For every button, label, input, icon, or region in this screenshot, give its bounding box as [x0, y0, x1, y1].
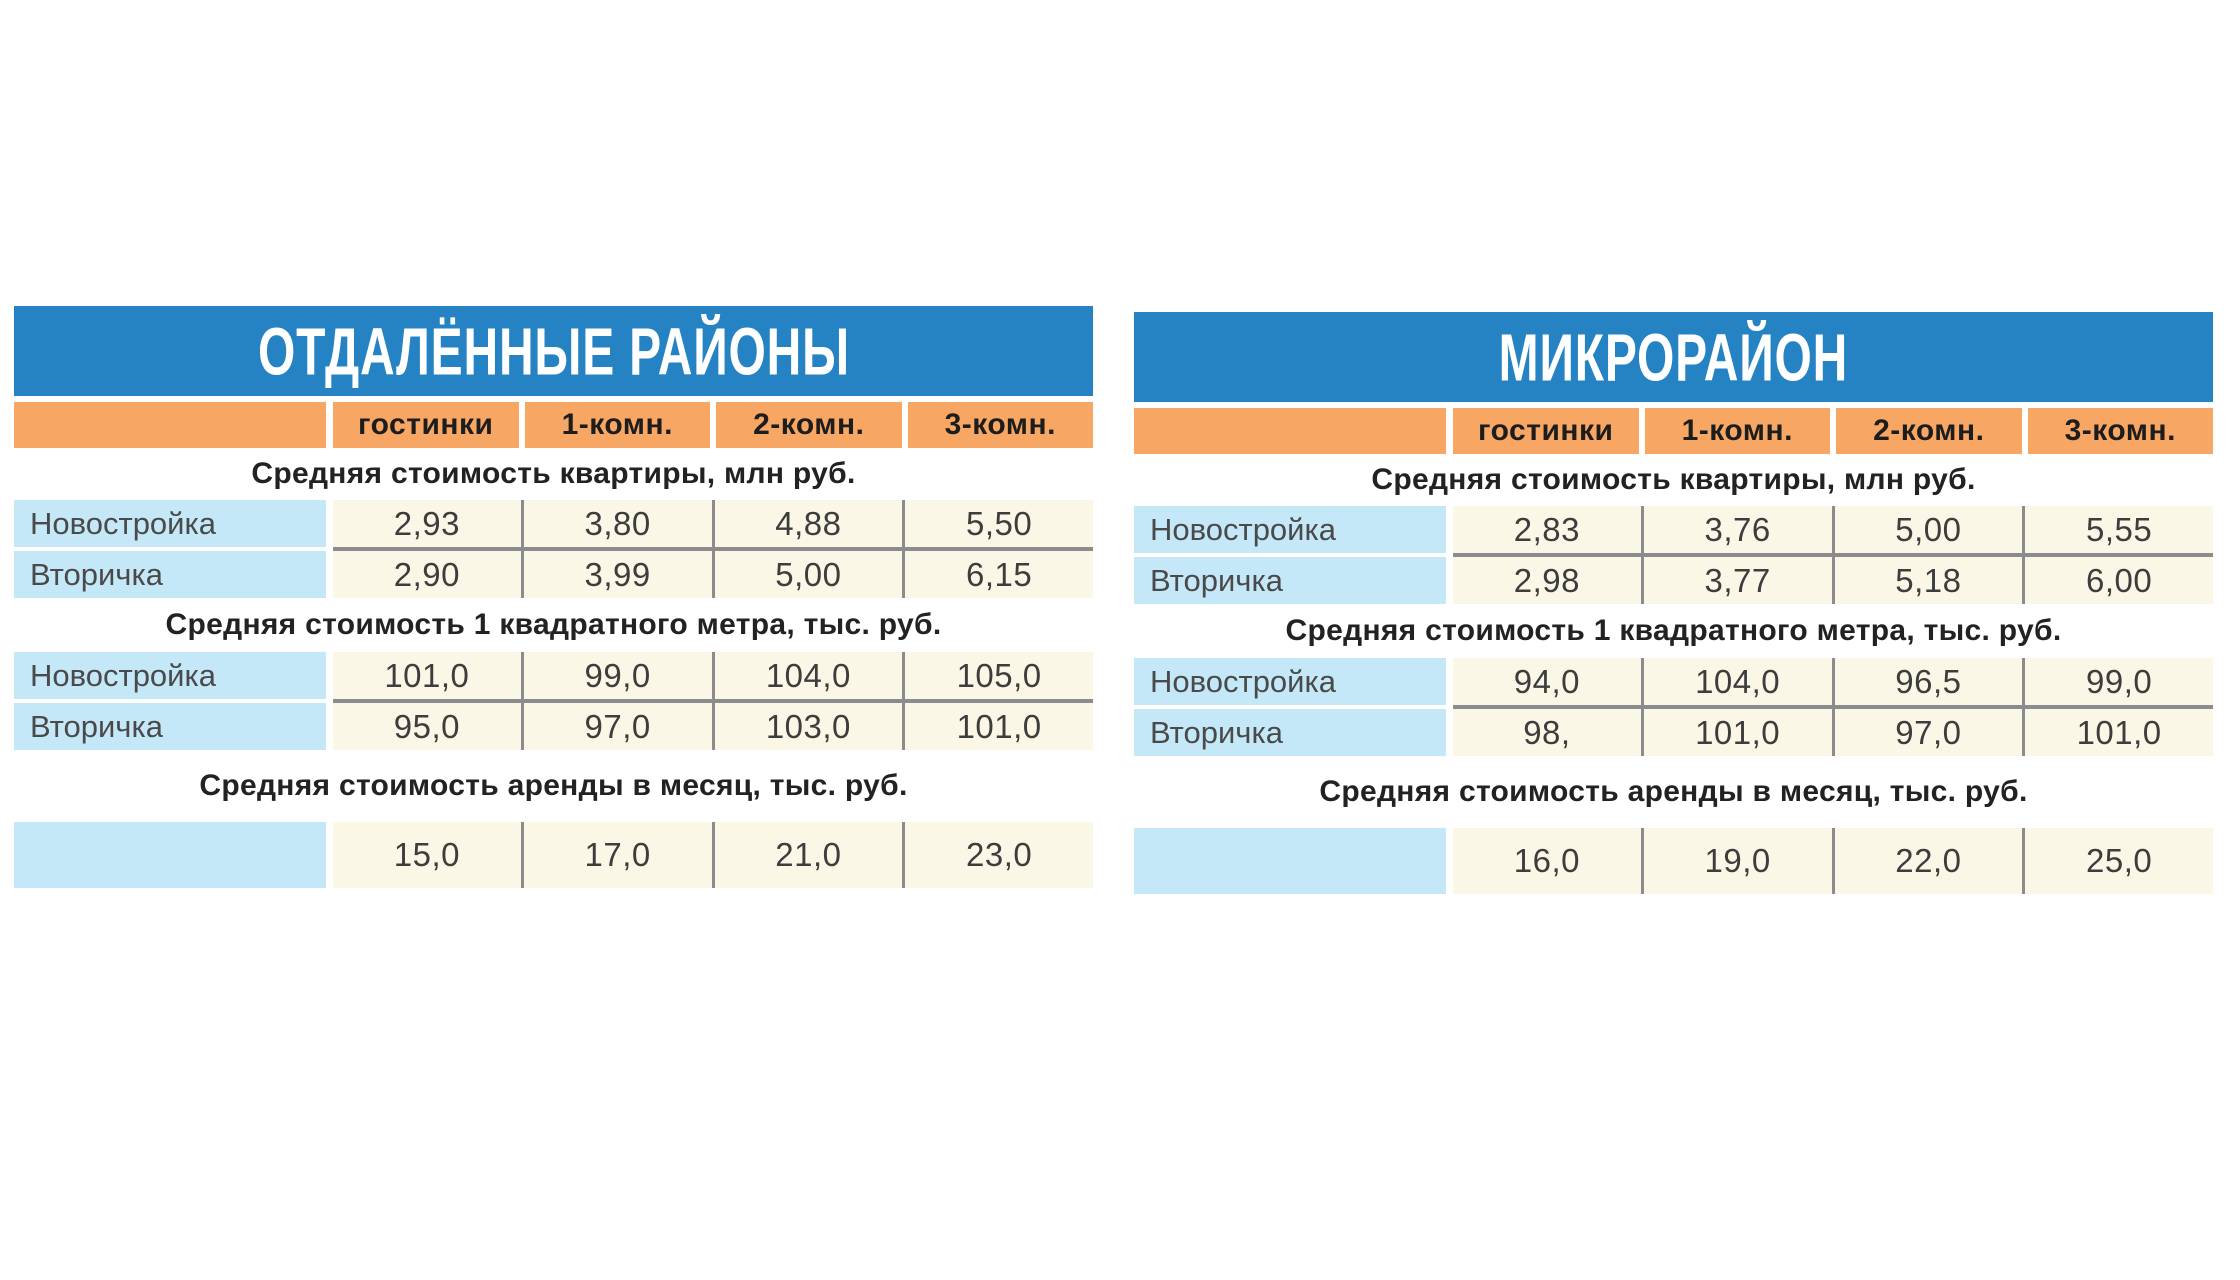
- row-label-cell: Новостройка: [14, 500, 326, 547]
- column-header-cell: 3-комн.: [908, 402, 1094, 448]
- value-cell: 97,0: [521, 703, 712, 750]
- section-title: Средняя стоимость аренды в месяц, тыс. руб.: [1319, 775, 2028, 808]
- value-cell: 103,0: [712, 703, 903, 750]
- values-grid: [1453, 658, 2213, 756]
- section-body: [1134, 506, 2213, 604]
- section-body: [14, 822, 1093, 888]
- value-cell: 6,15: [902, 551, 1093, 598]
- column-header-row: [14, 402, 1093, 448]
- row-labels-column: [1134, 658, 1446, 756]
- value-cell: 4,88: [712, 500, 903, 547]
- section-body: [14, 500, 1093, 598]
- label-data-gap: [326, 822, 333, 888]
- value-cell: 2,98: [1453, 557, 1641, 604]
- value-cell: 5,50: [902, 500, 1093, 547]
- column-header-gap: [326, 402, 333, 448]
- row-label-cell: Новостройка: [1134, 658, 1446, 705]
- value-cell: 101,0: [1641, 709, 1832, 756]
- label-data-gap: [326, 500, 333, 598]
- value-cell: 3,77: [1641, 557, 1832, 604]
- value-cell: 6,00: [2022, 557, 2213, 604]
- value-cell: 3,76: [1641, 506, 1832, 553]
- value-cell: 19,0: [1641, 828, 1832, 894]
- table-title-bar: [14, 306, 1093, 396]
- label-data-gap: [1446, 828, 1453, 894]
- value-cell: 95,0: [333, 703, 521, 750]
- row-label-cell: Вторичка: [14, 551, 326, 598]
- table-row: [333, 699, 1093, 750]
- table-row: [333, 652, 1093, 699]
- value-cell: 3,80: [521, 500, 712, 547]
- column-header-row: [1134, 408, 2213, 454]
- column-header-cell: 1-комн.: [1645, 408, 1831, 454]
- values-grid: [333, 652, 1093, 750]
- row-labels-column: [14, 500, 326, 598]
- row-label-cell: Вторичка: [14, 703, 326, 750]
- value-cell: 101,0: [333, 652, 521, 699]
- table-title-bar: [1134, 312, 2213, 402]
- value-cell: 96,5: [1832, 658, 2023, 705]
- table-row: [1453, 705, 2213, 756]
- value-cell: 105,0: [902, 652, 1093, 699]
- section-title: Средняя стоимость аренды в месяц, тыс. руб.: [199, 769, 908, 802]
- row-label-cell: [1134, 828, 1446, 894]
- value-cell: 94,0: [1453, 658, 1641, 705]
- column-header-cell: 1-комн.: [525, 402, 711, 448]
- table-row: [1453, 658, 2213, 705]
- column-header-cell: 2-комн.: [1836, 408, 2022, 454]
- section-title: Средняя стоимость 1 квадратного метра, тыс. руб.: [165, 608, 942, 641]
- value-cell: 15,0: [333, 822, 521, 888]
- label-data-gap: [326, 652, 333, 750]
- table-row: [1453, 553, 2213, 604]
- section-title: Средняя стоимость квартиры, млн руб.: [251, 457, 856, 490]
- value-cell: 5,55: [2022, 506, 2213, 553]
- row-label-cell: Вторичка: [1134, 557, 1446, 604]
- row-labels-column: [1134, 828, 1446, 894]
- value-cell: 104,0: [712, 652, 903, 699]
- row-labels-column: [14, 822, 326, 888]
- value-cell: 98,: [1453, 709, 1641, 756]
- table-title: ОТДАЛЁННЫЕ РАЙОНЫ: [257, 313, 850, 389]
- value-cell: 2,83: [1453, 506, 1641, 553]
- value-cell: 5,00: [712, 551, 903, 598]
- value-cell: 21,0: [712, 822, 903, 888]
- column-header-empty-cell: [1134, 408, 1446, 454]
- table-title: МИКРОРАЙОН: [1498, 319, 1849, 395]
- table-row: [1453, 506, 2213, 553]
- section-body: [14, 652, 1093, 750]
- row-label-cell: Вторичка: [1134, 709, 1446, 756]
- column-header-gap: [1446, 408, 1453, 454]
- column-header-cells: [1453, 408, 2213, 454]
- column-header-empty-cell: [14, 402, 326, 448]
- section-body: [1134, 658, 2213, 756]
- column-header-cells: [333, 402, 1093, 448]
- column-header-cell: 2-комн.: [716, 402, 902, 448]
- row-label-cell: Новостройка: [14, 652, 326, 699]
- value-cell: 23,0: [902, 822, 1093, 888]
- label-data-gap: [1446, 658, 1453, 756]
- value-cell: 2,90: [333, 551, 521, 598]
- row-label-cell: Новостройка: [1134, 506, 1446, 553]
- value-cell: 99,0: [2022, 658, 2213, 705]
- value-cell: 99,0: [521, 652, 712, 699]
- value-cell: 22,0: [1832, 828, 2023, 894]
- value-cell: 104,0: [1641, 658, 1832, 705]
- row-labels-column: [14, 652, 326, 750]
- value-cell: 101,0: [902, 703, 1093, 750]
- column-header-cell: гостинки: [1453, 408, 1639, 454]
- table-row: [333, 822, 1093, 888]
- value-cell: 5,00: [1832, 506, 2023, 553]
- value-cell: 16,0: [1453, 828, 1641, 894]
- section-title: Средняя стоимость 1 квадратного метра, тыс. руб.: [1285, 614, 2062, 647]
- values-grid: [1453, 506, 2213, 604]
- section-body: [1134, 828, 2213, 894]
- values-grid: [333, 822, 1093, 888]
- value-cell: 2,93: [333, 500, 521, 547]
- values-grid: [1453, 828, 2213, 894]
- value-cell: 5,18: [1832, 557, 2023, 604]
- table-row: [1453, 828, 2213, 894]
- value-cell: 3,99: [521, 551, 712, 598]
- row-labels-column: [1134, 506, 1446, 604]
- table-row: [333, 547, 1093, 598]
- value-cell: 25,0: [2022, 828, 2213, 894]
- label-data-gap: [1446, 506, 1453, 604]
- column-header-cell: 3-комн.: [2028, 408, 2214, 454]
- row-label-cell: [14, 822, 326, 888]
- section-title: Средняя стоимость квартиры, млн руб.: [1371, 463, 1976, 496]
- value-cell: 17,0: [521, 822, 712, 888]
- district-table-2: [1134, 312, 2213, 894]
- value-cell: 97,0: [1832, 709, 2023, 756]
- column-header-cell: гостинки: [333, 402, 519, 448]
- table-row: [333, 500, 1093, 547]
- value-cell: 101,0: [2022, 709, 2213, 756]
- values-grid: [333, 500, 1093, 598]
- district-table-1: [14, 306, 1093, 888]
